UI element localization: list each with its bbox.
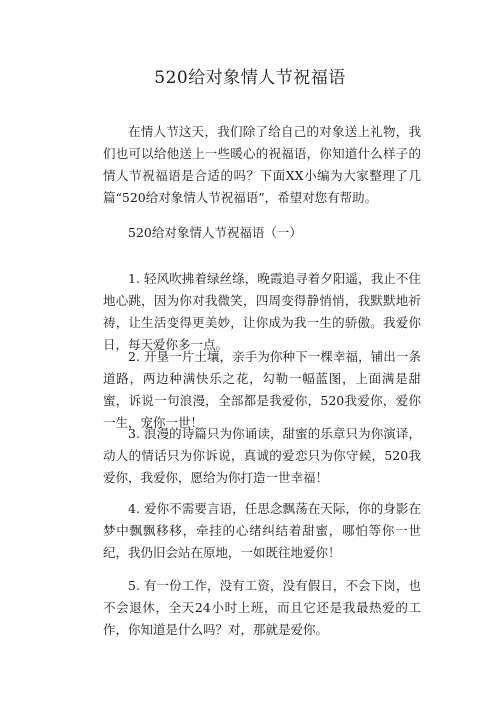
wish-paragraph-4: 4. 爱你不需要言语，任思念飘荡在天际，你的身影在梦中飘飘移移，牵挂的心绪纠结着甜蜜，哪怕等你一世纪，我仍旧会站在原地，一如既往地爱你！ (103, 501, 421, 560)
wish-paragraph-3: 3. 浪漫的诗篇只为你诵读，甜蜜的乐章只为你演译，动人的情话只为你诉说，真诚的爱恋只为你守候，520我爱你，我爱你，愿给为你打造一世幸福！ (103, 426, 421, 485)
wish-paragraph-2: 2. 开垦一片土壤，亲手为你种下一棵幸福，铺出一条道路，两边种满快乐之花，勾勒一幅蓝图，上面满是甜蜜，诉说一句浪漫，全部都是我爱你，520我爱你，爱你一生，宠你一世！ (103, 349, 421, 430)
section-subtitle: 520给对象情人节祝福语（一） (128, 225, 302, 240)
intro-paragraph: 在情人节这天，我们除了给自己的对象送上礼物，我们也可以给他送上一些暖心的祝福语，你知道什么样子的情人节祝福语是合适的吗？下面XX小编为大家整理了几篇“520给对象情人节祝福语”，希望对您有帮助。 (103, 124, 421, 205)
page-title: 520给对象情人节祝福语 (154, 68, 346, 88)
wish-paragraph-5: 5. 有一份工作，没有工资，没有假日，不会下岗，也不会退休，全天24小时上班，而且它还是我最热爱的工作，你知道是什么吗？对，那就是爱你。 (103, 578, 421, 637)
wish-paragraph-1: 1. 轻风吹拂着绿丝绦，晚霞追寻着夕阳遥，我止不住地心跳，因为你对我微笑，四周变得静悄悄，我默默地祈祷，让生活变得更美妙，让你成为我一生的骄傲。我爱你日，每天爱你多一点。 (103, 271, 421, 352)
